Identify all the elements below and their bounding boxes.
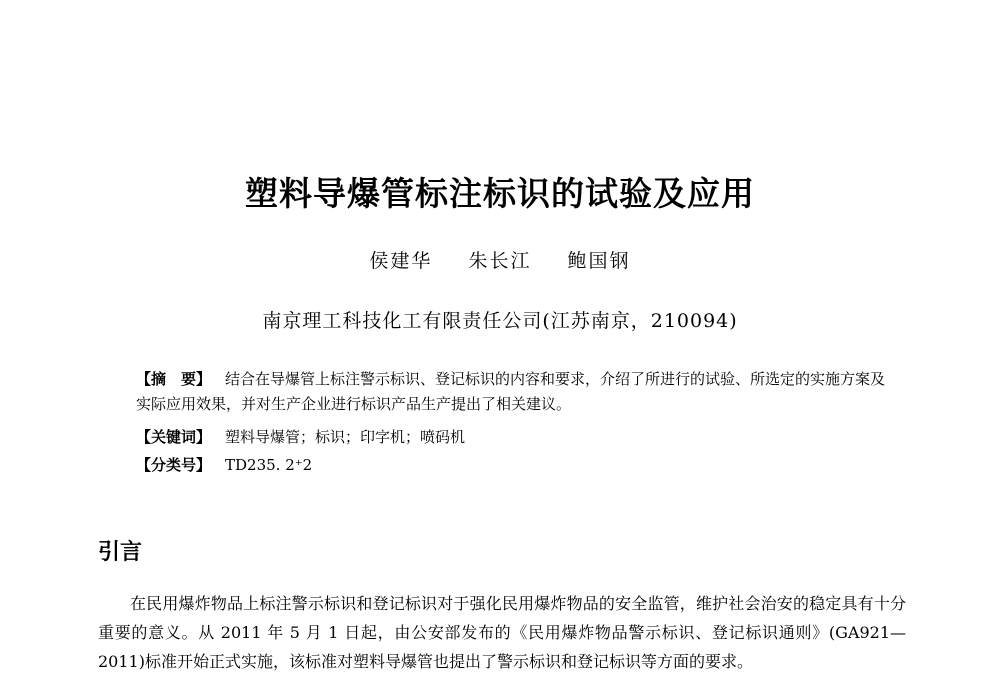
author-name: 侯建华 (369, 250, 433, 272)
classification-label: 【分类号】 (136, 456, 212, 474)
keywords-block (136, 425, 896, 450)
author-name: 朱长江 (468, 250, 532, 272)
keywords-label: 【关键词】 (136, 428, 212, 446)
paper-title: 塑料导爆管标注标识的试验及应用 (245, 174, 755, 213)
classification-block (136, 453, 896, 478)
classification-text: TD235. 2⁺2 (225, 456, 313, 474)
body-paragraph: 在民用爆炸物品上标注警示标识和登记标识对于强化民用爆炸物品的安全监管，维护社会治安的稳定具有十分重要的意义。从 2011 年 5 月 1 日起，由公安部发布的《民用爆炸物品警示标识、登记标识通则》(GA921—2011)标准开始正式实施，该标准对塑料导爆管也提出了警示标识和登记标识等方面的要求。 (98, 594, 906, 671)
abstract-text: 结合在导爆管上标注警示标识、登记标识的内容和要求，介绍了所进行的试验、所选定的实施方案及实际应用效果，并对生产企业进行标识产品生产提出了相关建议。 (136, 370, 886, 413)
section-heading: 引言 (98, 540, 143, 565)
author-list (0, 246, 1000, 273)
keywords-text: 塑料导爆管；标识；印字机；喷码机 (225, 428, 466, 446)
abstract-block (136, 367, 896, 417)
affiliation: 南京理工科技化工有限责任公司(江苏南京，210094) (262, 310, 738, 332)
author-name: 鲍国钢 (567, 250, 631, 272)
abstract-label: 【摘 要】 (136, 370, 212, 388)
